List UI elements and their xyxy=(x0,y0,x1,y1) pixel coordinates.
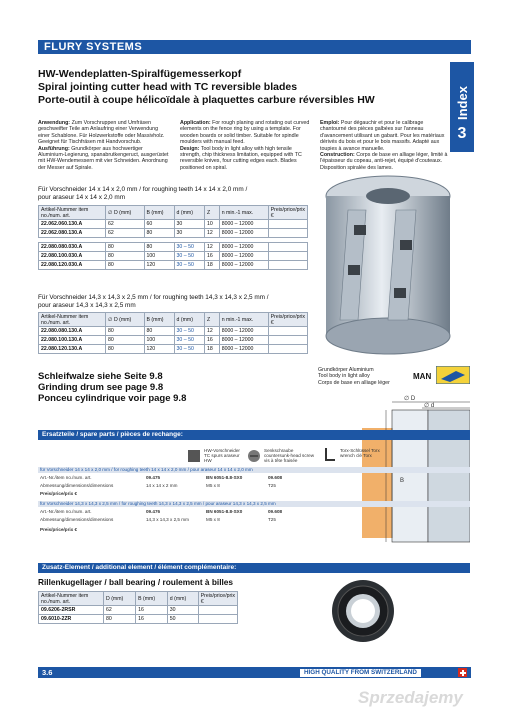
cell: 8000 – 12000 xyxy=(219,336,268,345)
index-tab-label: Index xyxy=(455,86,470,120)
cell-article: 22.080.120.130.A xyxy=(39,345,106,354)
spare-row-2-art: BN 6051-8.8-SX0 xyxy=(206,509,243,514)
desc-fr-h1: Emploi: xyxy=(320,120,340,126)
title-en: Spiral jointing cutter head with TC reversible blades xyxy=(38,81,298,93)
cell: 100 xyxy=(144,252,174,261)
cell: 8000 – 12000 xyxy=(219,243,268,252)
table-row[interactable] xyxy=(39,327,308,336)
col-header: Artikel-Nummer item no./num. art. xyxy=(39,592,104,606)
brand-title: FLURY SYSTEMS xyxy=(44,41,143,53)
cell: 30 – 50 xyxy=(174,336,204,345)
cell: 30 – 50 xyxy=(174,261,204,270)
spur-icon xyxy=(186,448,202,464)
cell: 80 xyxy=(144,229,174,238)
spare-row-1-art: BN 6051-8.8-SX0 xyxy=(206,475,243,480)
spare-parts-bar: Ersatzteile / spare parts / pièces de rechange: xyxy=(38,430,470,440)
table-row[interactable] xyxy=(39,220,308,229)
spare-col-torx: Torx-Schlüssel Torx wrench clé Torx xyxy=(340,448,380,458)
product-table-2 xyxy=(38,312,308,354)
cell: 62 xyxy=(106,220,145,229)
cell: 30 xyxy=(174,229,204,238)
table-row[interactable] xyxy=(39,606,238,615)
table-header-row xyxy=(39,206,308,220)
spare-row-1-head: für Vorschneider 14 x 14 x 2,0 mm / for roughing teeth 14 x 14 x 2,0 mm / pour araseur 14 x 14 x 2,0 mm xyxy=(38,467,470,473)
screw-icon xyxy=(246,448,262,464)
spare-row-2-dim: M5 x 8 xyxy=(206,517,220,522)
col-header: ∅ D (mm) xyxy=(106,313,145,327)
desc-de-t1: Zum Vorschruppen und Umfräsen geschweifter Teile am Anlaufring einer Verwendung einer Schablone. Für Holzwerkstoffe oder Massivholz. Geeignet für Tischfräsen mit Handvorschub. xyxy=(38,120,165,146)
material-note-line1: Grundkörper Aluminium xyxy=(318,367,374,373)
quality-claim: HIGH QUALITY FROM SWITZERLAND xyxy=(300,669,421,677)
grinding-fr: Ponceu cylindrique voir page 9.8 xyxy=(38,393,187,404)
table-row[interactable] xyxy=(39,336,308,345)
col-header: B (mm) xyxy=(144,206,174,220)
torx-wrench-icon xyxy=(322,446,338,464)
cell: 12 xyxy=(204,229,219,238)
spare-row-1-dim: M5 x 8 xyxy=(206,483,220,488)
cell-price xyxy=(198,615,237,624)
spare-row-2-dim: T25 xyxy=(268,517,276,522)
cell: 50 xyxy=(167,615,198,624)
cell: 8000 – 12000 xyxy=(219,345,268,354)
cell-price xyxy=(268,252,307,261)
grinding-en: Grinding drum see page 9.8 xyxy=(38,382,164,393)
table2-caption-2: pour araseur 14,3 x 14,3 x 2,5 mm xyxy=(38,302,136,309)
col-header: ∅ D (mm) xyxy=(106,206,145,220)
col-header: d (mm) xyxy=(174,313,204,327)
spare-row-1-dim: 14 x 14 x 2 mm xyxy=(146,483,178,488)
cell-article: 09.6206-2RSR xyxy=(39,606,104,615)
table1-caption-2: pour araseur 14 x 14 x 2,0 mm xyxy=(38,194,126,201)
cell: 8000 – 12000 xyxy=(219,252,268,261)
desc-en-t2: Tool body in light alloy with high tensile strength, chip thickness limitation, equipped with TC reversible knives, four cutting edges each. Blades positioned on spiral. xyxy=(180,145,302,171)
spare-row-1-dim: T25 xyxy=(268,483,276,488)
description-fr xyxy=(320,120,448,171)
cell: 30 – 50 xyxy=(174,252,204,261)
cell: 80 xyxy=(104,615,136,624)
additional-element-bar: Zusatz-Element / additional element / élément complémentaire: xyxy=(38,563,470,573)
col-header: B (mm) xyxy=(136,592,168,606)
cell: 30 xyxy=(167,606,198,615)
cell: 60 xyxy=(144,220,174,229)
table-row[interactable] xyxy=(39,615,238,624)
table-row[interactable] xyxy=(39,229,308,238)
col-header: Preis/price/prix € xyxy=(198,592,237,606)
table2-caption-1: Für Vorschneider 14,3 x 14,3 x 2,5 mm / for roughing teeth 14,3 x 14,3 x 2,5 mm / xyxy=(38,294,269,301)
desc-fr-t2: Corps de base en alliage léger, limité à l'épaisseur du copeau, anti-rejet, équipé d'couteaux. Disposition spiralée des lames. xyxy=(320,152,448,171)
watermark: Sprzedajemy xyxy=(358,688,463,707)
man-badge: MAN xyxy=(413,372,432,381)
cell: 12 xyxy=(204,327,219,336)
product-table-1 xyxy=(38,205,308,270)
desc-en-h1: Application: xyxy=(180,120,211,126)
ball-bearing-title: Rillenkugellager / ball bearing / roulement à billes xyxy=(38,577,234,587)
spare-row-1-art: 09.475 xyxy=(146,475,161,480)
cell: 8000 – 12000 xyxy=(219,229,268,238)
cell-price xyxy=(268,336,307,345)
spare-row-1-price: Preis/price/prix € xyxy=(40,491,78,496)
cell: 16 xyxy=(136,606,168,615)
cell: 8000 – 12000 xyxy=(219,261,268,270)
table-row[interactable] xyxy=(39,261,308,270)
desc-de-h1: Anwendung: xyxy=(38,120,71,126)
page-number: 3.6 xyxy=(42,668,53,677)
cell-article: 22.080.100.030.A xyxy=(39,252,106,261)
cell: 10 xyxy=(204,220,219,229)
dim-d-label: ∅ d xyxy=(424,403,435,409)
col-header: D (mm) xyxy=(104,592,136,606)
col-header: d (mm) xyxy=(174,206,204,220)
cell: 120 xyxy=(144,261,174,270)
description-en xyxy=(180,120,312,171)
dim-D-label: ∅ D xyxy=(404,396,416,402)
table-header-row xyxy=(39,592,238,606)
desc-de-t2: Grundkörper aus hochwertiger Aluminium-Legierung, spanabrutkengeruct, ausgerüstet mit HW-Wendemessern mit vier Schneiden. Anordnung der Messer auf Spirale. xyxy=(38,145,169,171)
material-note-line3: Corps de base en alliage léger xyxy=(318,379,390,386)
cell: 80 xyxy=(144,327,174,336)
cell: 80 xyxy=(106,243,145,252)
grinding-de: Schleifwalze siehe Seite 9.8 xyxy=(38,371,163,382)
col-header: d (mm) xyxy=(167,592,198,606)
cell-price xyxy=(268,243,307,252)
cell: 30 – 50 xyxy=(174,243,204,252)
chapter-number: 3 xyxy=(457,125,467,142)
ball-bearing-image xyxy=(330,578,396,644)
table-row[interactable] xyxy=(39,243,308,252)
spare-row-2-dim-label: Abmessung/dimensions/dimensions xyxy=(40,517,114,522)
cell: 8000 – 12000 xyxy=(219,220,268,229)
spare-row-2-art-label: Art.-Nr./item no./num. art. xyxy=(40,509,92,514)
col-header: Artikel-Nummer item no./num. art. xyxy=(39,206,106,220)
desc-de-h2: Ausführung: xyxy=(38,145,70,152)
cell-article: 22.062.080.130.A xyxy=(39,229,106,238)
cell: 80 xyxy=(106,345,145,354)
cell-article: 09.6010-2ZR xyxy=(39,615,104,624)
spare-row-1-art-label: Art.-Nr./item no./num. art. xyxy=(40,475,92,480)
desc-en-h2: Design: xyxy=(180,145,200,152)
dim-B-label: B xyxy=(400,478,405,484)
cell: 12 xyxy=(204,243,219,252)
col-header: n min.-1 max. xyxy=(219,206,268,220)
cell-price xyxy=(268,327,307,336)
cell: 120 xyxy=(144,345,174,354)
cell-price xyxy=(198,606,237,615)
cell: 16 xyxy=(204,336,219,345)
swiss-flag-icon xyxy=(458,668,467,677)
col-header: Z xyxy=(204,313,219,327)
cell-article: 22.080.080.030.A xyxy=(39,243,106,252)
cell-article: 22.080.100.130.A xyxy=(39,336,106,345)
table1-caption-1: Für Vorschneider 14 x 14 x 2,0 mm / for roughing teeth 14 x 14 x 2,0 mm / xyxy=(38,186,248,193)
title-fr: Porte-outil à coupe hélicoïdale à plaquettes carbure réversibles HW xyxy=(38,94,375,106)
cell: 62 xyxy=(106,229,145,238)
cell: 80 xyxy=(106,336,145,345)
desc-fr-h2: Construction: xyxy=(320,152,355,159)
material-note-line2: Tool body in light alloy xyxy=(318,373,370,380)
spare-col-spurs: HW-Vorschneider TC spurs araseur HW xyxy=(204,448,240,463)
cutter-head-image xyxy=(318,170,458,360)
cell: 18 xyxy=(204,261,219,270)
cell: 30 – 50 xyxy=(174,345,204,354)
cell: 62 xyxy=(104,606,136,615)
col-header: Preis/price/prix € xyxy=(268,313,307,327)
desc-en-t1: For rough planing and rotating out curved elements on the fence ring by using a template. For wooden boards or solid timber. Suitable for spindle moulders with manual feed. xyxy=(180,120,310,146)
cell: 30 xyxy=(174,220,204,229)
cell-price xyxy=(268,229,307,238)
spare-row-1-dim-label: Abmessung/dimensions/dimensions xyxy=(40,483,114,488)
cell-price xyxy=(268,261,307,270)
spare-row-1-art: 09.608 xyxy=(268,475,283,480)
spare-col-screw: Senkschraube countersunk-head screw vis à tête fraisée xyxy=(264,448,315,463)
bearing-table xyxy=(38,591,238,624)
table-row[interactable] xyxy=(39,252,308,261)
cell: 18 xyxy=(204,345,219,354)
col-header: Artikel-Nummer item no./num. art. xyxy=(39,313,106,327)
cell: 16 xyxy=(204,252,219,261)
col-header: Z xyxy=(204,206,219,220)
spare-row-2-dim: 14,3 x 14,3 x 2,5 mm xyxy=(146,517,189,522)
cell: 80 xyxy=(106,327,145,336)
spare-row-2-art: 09.476 xyxy=(146,509,161,514)
spare-row-2-price: Preis/price/prix € xyxy=(40,527,78,532)
col-header: Preis/price/prix € xyxy=(268,206,307,220)
grinding-drum-reference xyxy=(38,371,186,404)
cell: 8000 – 12000 xyxy=(219,327,268,336)
cell: 80 xyxy=(144,243,174,252)
cell: 16 xyxy=(136,615,168,624)
col-header: B (mm) xyxy=(144,313,174,327)
spare-row-2-head: für Vorschneider 14,3 x 14,3 x 2,5 mm / for roughing teeth 14,3 x 14,3 x 2,5 mm / pour araseur 14,3 x 14,3 x 2,5 mm xyxy=(38,501,470,507)
spare-row-2-art: 09.608 xyxy=(268,509,283,514)
technical-drawing xyxy=(362,390,470,558)
cell: 100 xyxy=(144,336,174,345)
table-row[interactable] xyxy=(39,345,308,354)
cell: 80 xyxy=(106,252,145,261)
cell: 80 xyxy=(106,261,145,270)
description-de xyxy=(38,120,170,171)
cell-article: 22.080.080.130.A xyxy=(39,327,106,336)
table-header-row xyxy=(39,313,308,327)
title-de: HW-Wendeplatten-Spiralfügemesserkopf xyxy=(38,68,242,80)
desc-fr-t1: Pour dégauchir et pour le calibrage chantourné des pièces galbées sur l'anneau d'avancement utilisant un gabarit. Pour les matériaux dérivés du bois et pour le bois massifs. Adapté aux toupies à avance manuelle. xyxy=(320,120,445,152)
cell-price xyxy=(268,345,307,354)
cell: 30 – 50 xyxy=(174,327,204,336)
hand-feed-icon xyxy=(436,366,470,384)
cell-article: 22.080.120.030.A xyxy=(39,261,106,270)
cell-price xyxy=(268,220,307,229)
material-note xyxy=(318,367,418,386)
col-header: n min.-1 max. xyxy=(219,313,268,327)
cell-article: 22.062.060.130.A xyxy=(39,220,106,229)
